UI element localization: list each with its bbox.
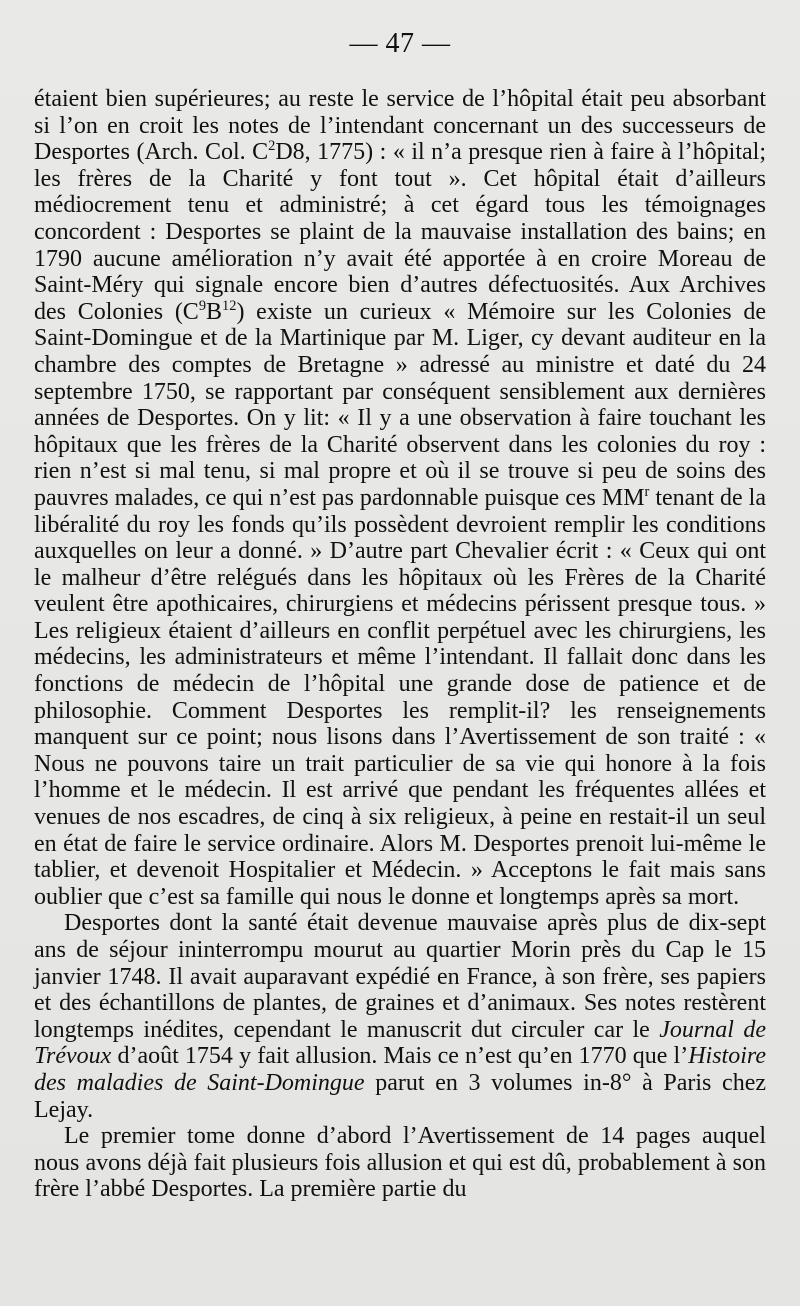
paragraph-text-segment: ) existe un curieux « Mémoire sur les Colonies de Saint-Domingue et de la Martinique par M. Liger, cy devant auditeur en la chambre des comptes de Bretagne » adressé au ministre et daté du 24 septembre 1750, se rapportant par conséquent sensiblement aux dernières années de Desportes. On y lit: « Il y a une observation à faire touchant les hôpitaux que les frères de la Charité observent dans les colonies du roy : rien n’est si mal tenu, si mal propre et où il se trouve si peu de soins des pauvres malades, ce qui n’est pas pardonnable puisque ces MM <box>34 298 767 511</box>
paragraph-3 <box>34 1123 766 1203</box>
italic-title: Histoire des maladies de Saint-Domingue <box>34 1043 766 1096</box>
paragraph-text-segment: B <box>206 298 223 325</box>
paragraph-text-segment: tenant de la libéralité du roy les fonds qu’ils possèdent devroient remplir les conditions auxquelles on leur a donné. » D’autre part Chevalier écrit : « Ceux qui ont le malheur d’être relégués dans les hôpitaux où les Frères de la Charité veulent être apothicaires, chirurgiens et médecins périssent presque tous. » Les religieux étaient d’ailleurs en conflit perpétuel avec les chirurgiens, les médecins, les administrateurs et même l’intendant. Il fallait donc dans les fonctions de médecin de l’hôpital une grande dose de patience et de philosophie. Comment Desportes les remplit-il? les renseignements manquent sur ce point; nous lisons dans l’Avertissement de son traité : « Nous ne pouvons taire un trait particulier de sa vie qui honore à la fois l’homme et le médecin. Il est arrivé que pendant les fréquentes allées et venues de nos escadres, de cinq à six religieux, à peine en restait-il un seul en état de faire le service ordinaire. Alors M. Desportes prenoit lui-même le tablier, et devenoit Hospitalier et Médecin. » Acceptons le fait mais sans oublier que c’est sa famille qui nous le donne et longtemps après sa mort. <box>34 484 766 910</box>
superscript-note: 12 <box>222 297 237 314</box>
italic-title: Journal de Trévoux <box>34 1016 767 1070</box>
superscript-note: 2 <box>268 138 276 155</box>
paragraph-2 <box>34 910 766 1123</box>
paragraph-text-segment: Desportes dont la santé était devenue mauvaise après plus de dix-sept ans de séjour ininterrompu mourut au quartier Morin près du Cap le 15 janvier 1748. Il avait auparavant expédié en France, à son frère, ses papiers et des échantillons de plantes, de graines et d’animaux. Ses notes restèrent longtemps inédites, cependant le manuscrit dut circuler car le <box>34 910 766 1043</box>
paragraph-1 <box>34 86 766 910</box>
paragraph-text-segment: d’août 1754 y fait allusion. Mais ce n’est qu’en 1770 que l’ <box>111 1043 689 1070</box>
paragraph-text-segment: Le premier tome donne d’abord l’Avertissement de 14 pages auquel nous avons déjà fait plusieurs fois allusion et qui est dû, probablement à son frère l’abbé Desportes. La première partie du <box>34 1123 766 1203</box>
paragraph-text-segment: D8, 1775) : « il n’a presque rien à faire à l’hôpital; les frères de la Charité y font tout ». Cet hôpital était d’ailleurs médiocrement tenu et administré; à cet égard tous les témoignages concordent : Desportes se plaint de la mauvaise installation des bains; en 1790 aucune amélioration n’y avait été apportée à en croire Moreau de Saint-Méry qui signale encore bien d’autres défectuosités. Aux Archives des Colonies (C <box>34 139 766 325</box>
superscript-note: 9 <box>198 297 207 314</box>
body-text <box>34 86 766 1203</box>
superscript-note: r <box>644 483 650 500</box>
paragraph-text-segment: parut en 3 volumes in-8° à Paris chez Lejay. <box>34 1069 766 1123</box>
paragraph-text-segment: étaient bien supérieures; au reste le service de l’hôpital était peu absorbant si l’on en croit les notes de l’intendant concernant un des successeurs de Desportes (Arch. Col. C <box>34 86 766 166</box>
page-number: — 47 — <box>349 28 451 59</box>
